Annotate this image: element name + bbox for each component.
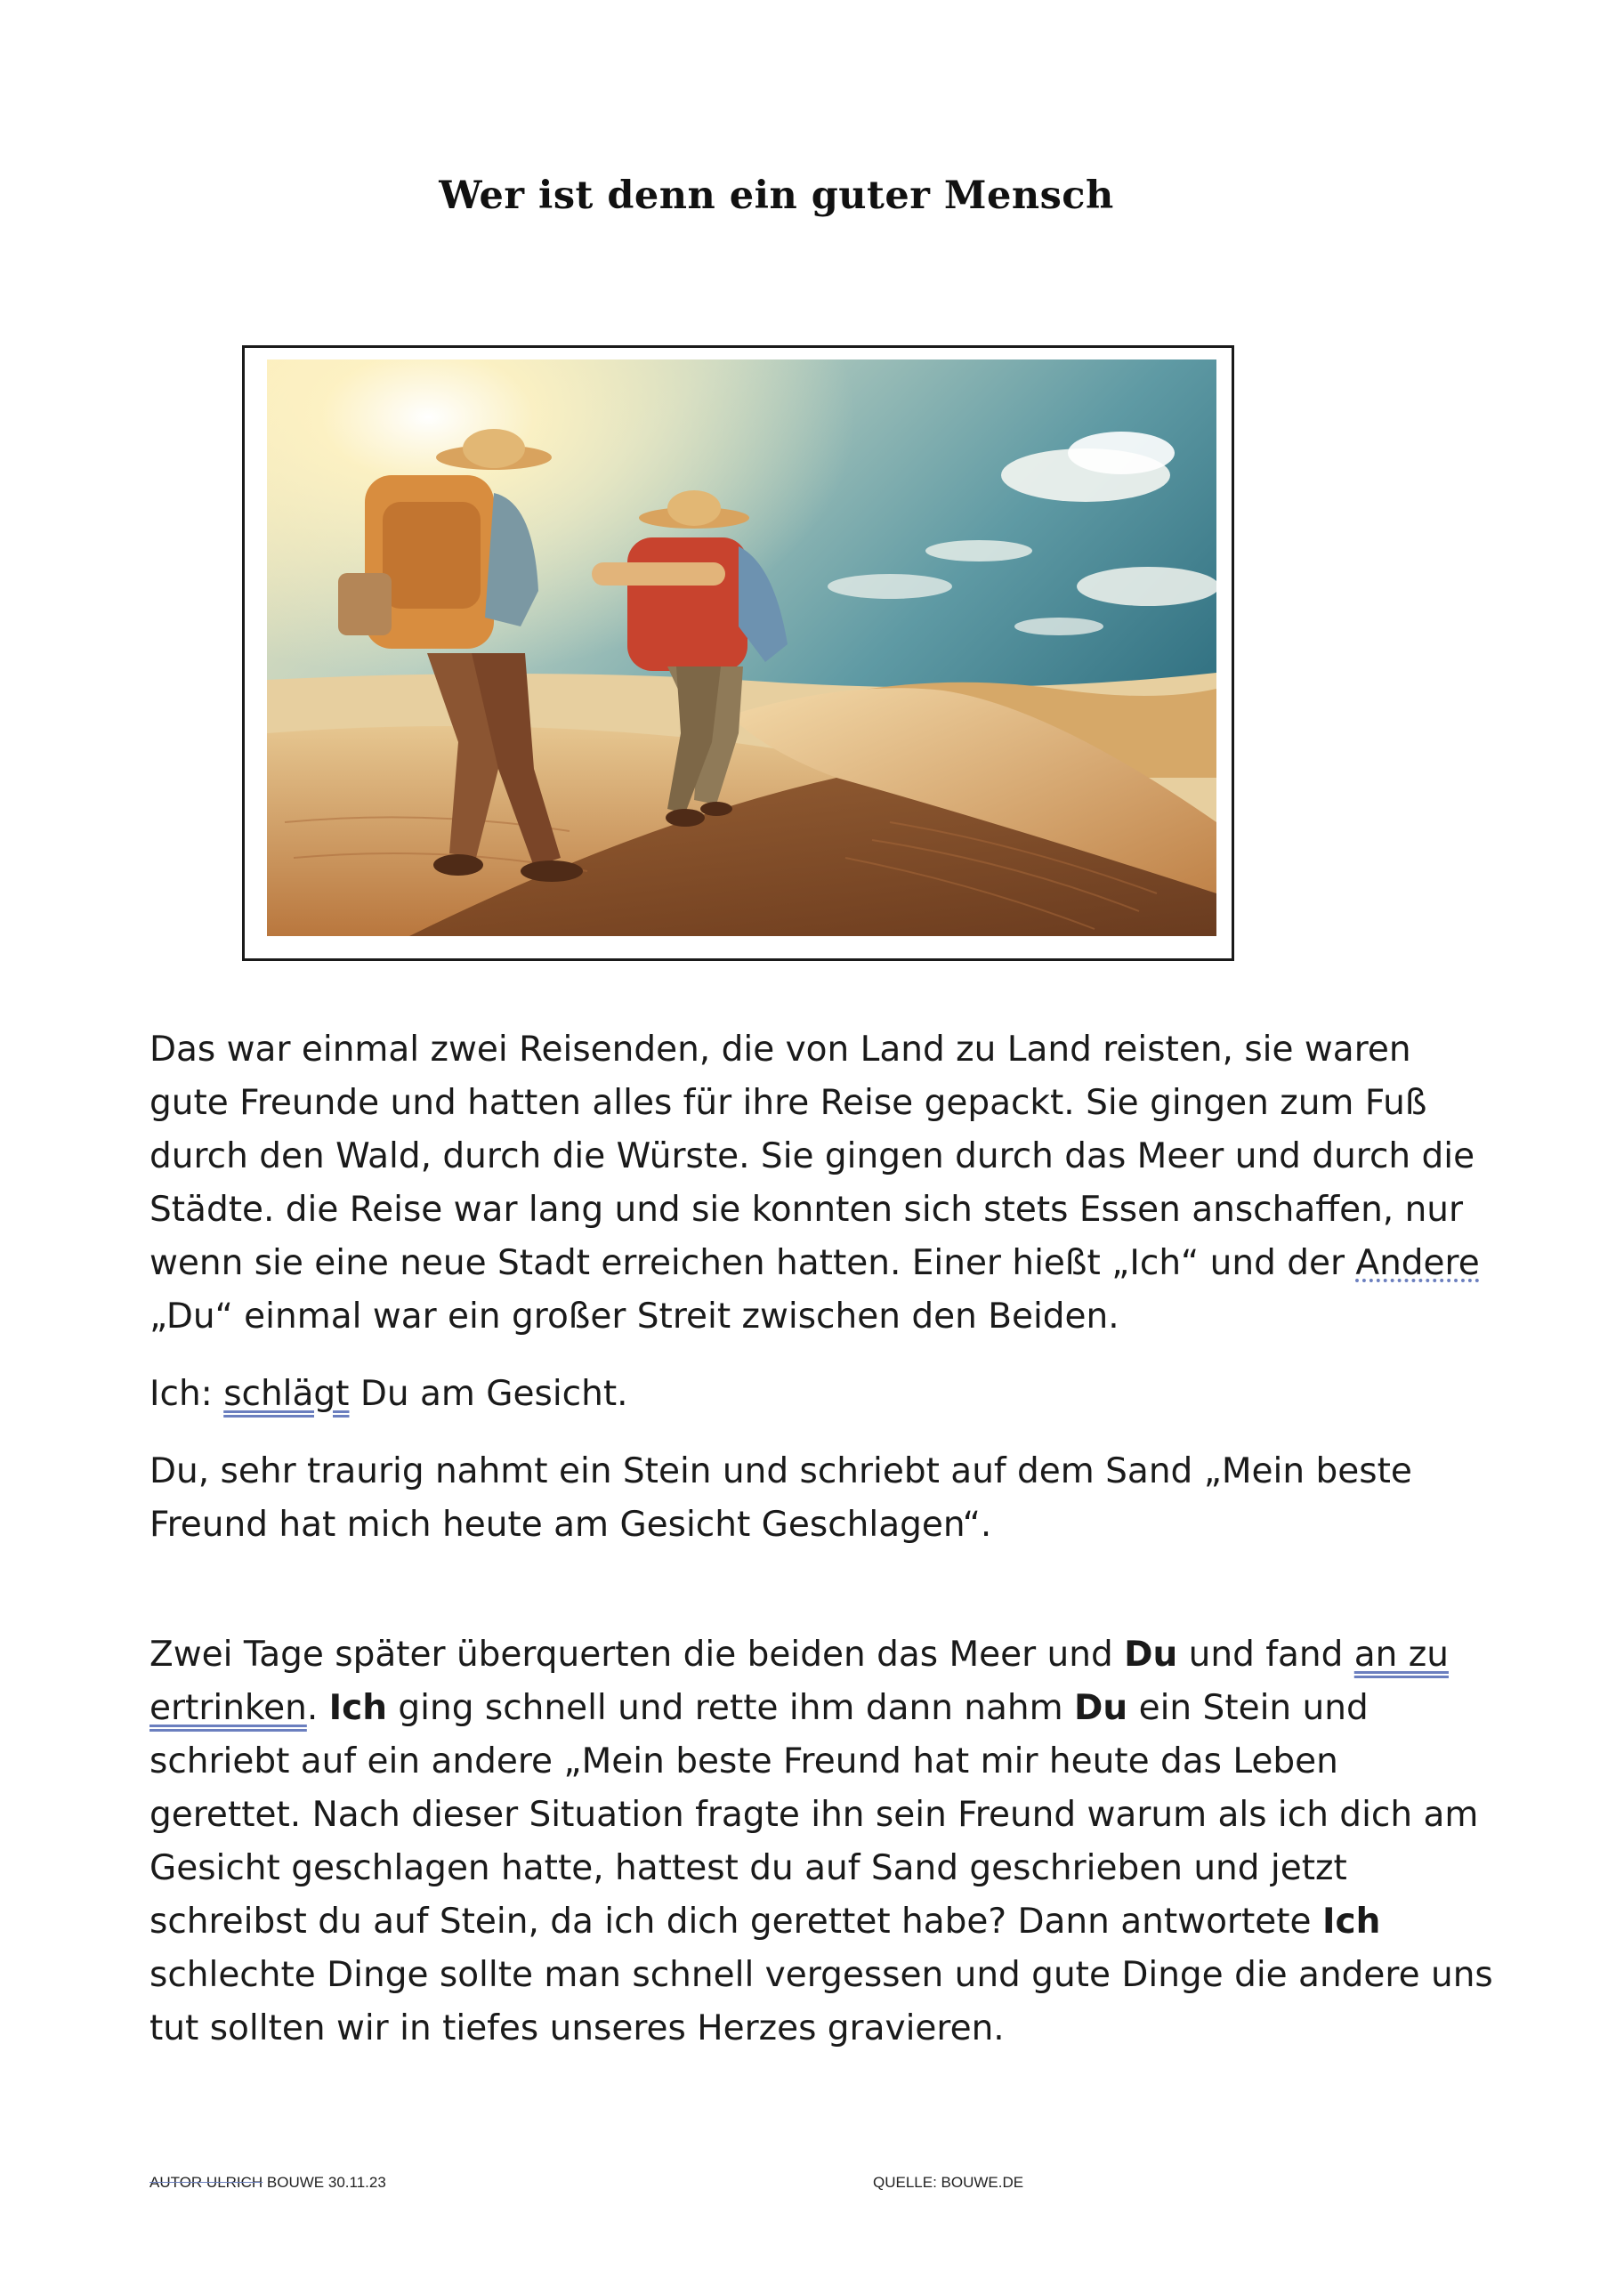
paragraph-4 [149, 1628, 1493, 2056]
marked-word-andere: Andere [1355, 1243, 1480, 1283]
paragraph-2 [149, 1368, 1493, 1421]
paragraph-2-text [149, 1368, 1493, 1421]
bold-du-2: Du [1074, 1688, 1128, 1728]
paragraph-4-text [149, 1628, 1493, 2056]
paragraph-1-part1: Das war einmal zwei Reisenden, die von Land zu Land reisten, sie waren gute Freunde und hatten alles für ihre Reise gepackt. Sie gingen zum Fuß durch den Wald, durch die Würste. Sie gingen durch das Meer und durch die Städte. die Reise war lang und sie konnten sich stets Essen anschaffen, nur wenn sie eine neue Stadt erreichen hatten. Einer hießt „Ich“ und der [149, 1030, 1475, 1283]
paragraph-4-s6: schlechte Dinge sollte man schnell vergessen und gute Dinge die andere uns tut sollten wir in tiefes unseres Herzes gravieren. [149, 1955, 1493, 2048]
paragraph-4-s2: und fand [1177, 1635, 1354, 1675]
footer-source: QUELLE: BOUWE.DE [873, 2174, 1024, 2191]
paragraph-1-text [149, 1023, 1493, 1344]
document-title: Wer ist denn ein guter Mensch [439, 174, 1114, 218]
bold-du-1: Du [1124, 1635, 1178, 1675]
paragraph-3-text: Du, sehr traurig nahmt ein Stein und schriebt auf dem Sand „Mein beste Freund hat mich heute am Gesicht Geschlagen“. [149, 1451, 1412, 1545]
paragraph-1-part2: „Du“ einmal war ein großer Streit zwischen den Beiden. [149, 1297, 1119, 1337]
footer-author [149, 2174, 386, 2192]
footer-author-struck: AUTOR ULRICH [149, 2174, 263, 2191]
bold-ich-1: Ich [328, 1688, 388, 1728]
bold-ich-2: Ich [1321, 1902, 1381, 1942]
paragraph-4-s4: ging schnell und rette ihm dann nahm [387, 1688, 1075, 1728]
paragraph-4-s1: Zwei Tage später überquerten die beiden das Meer und [149, 1635, 1125, 1675]
desert-travelers-illustration-icon [267, 359, 1216, 936]
paragraph-3 [149, 1445, 1493, 1552]
paragraph-4-s3: . [306, 1688, 329, 1728]
paragraph-1 [149, 1023, 1493, 1344]
footer-author-rest: BOUWE 30.11.23 [263, 2174, 386, 2191]
marked-phrase-an-zu-ertrinken: an zu ertrinken [149, 1635, 1449, 1728]
marked-word-schlaegt: schlägt [223, 1374, 350, 1414]
figure-frame [242, 345, 1234, 961]
paragraph-4-s5: ein Stein und schriebt auf ein andere „Mein beste Freund hat mir heute das Leben gerettet. Nach dieser Situation fragte ihn sein Freund warum als ich dich am Gesicht geschlagen hatte, hattest du auf Sand geschrieben und jetzt schreibst du auf Stein, da ich dich gerettet habe? Dann antwortete [149, 1688, 1479, 1942]
paragraph-2-part2: Du am Gesicht. [349, 1374, 628, 1414]
paragraph-2-part1: Ich: [149, 1374, 224, 1414]
